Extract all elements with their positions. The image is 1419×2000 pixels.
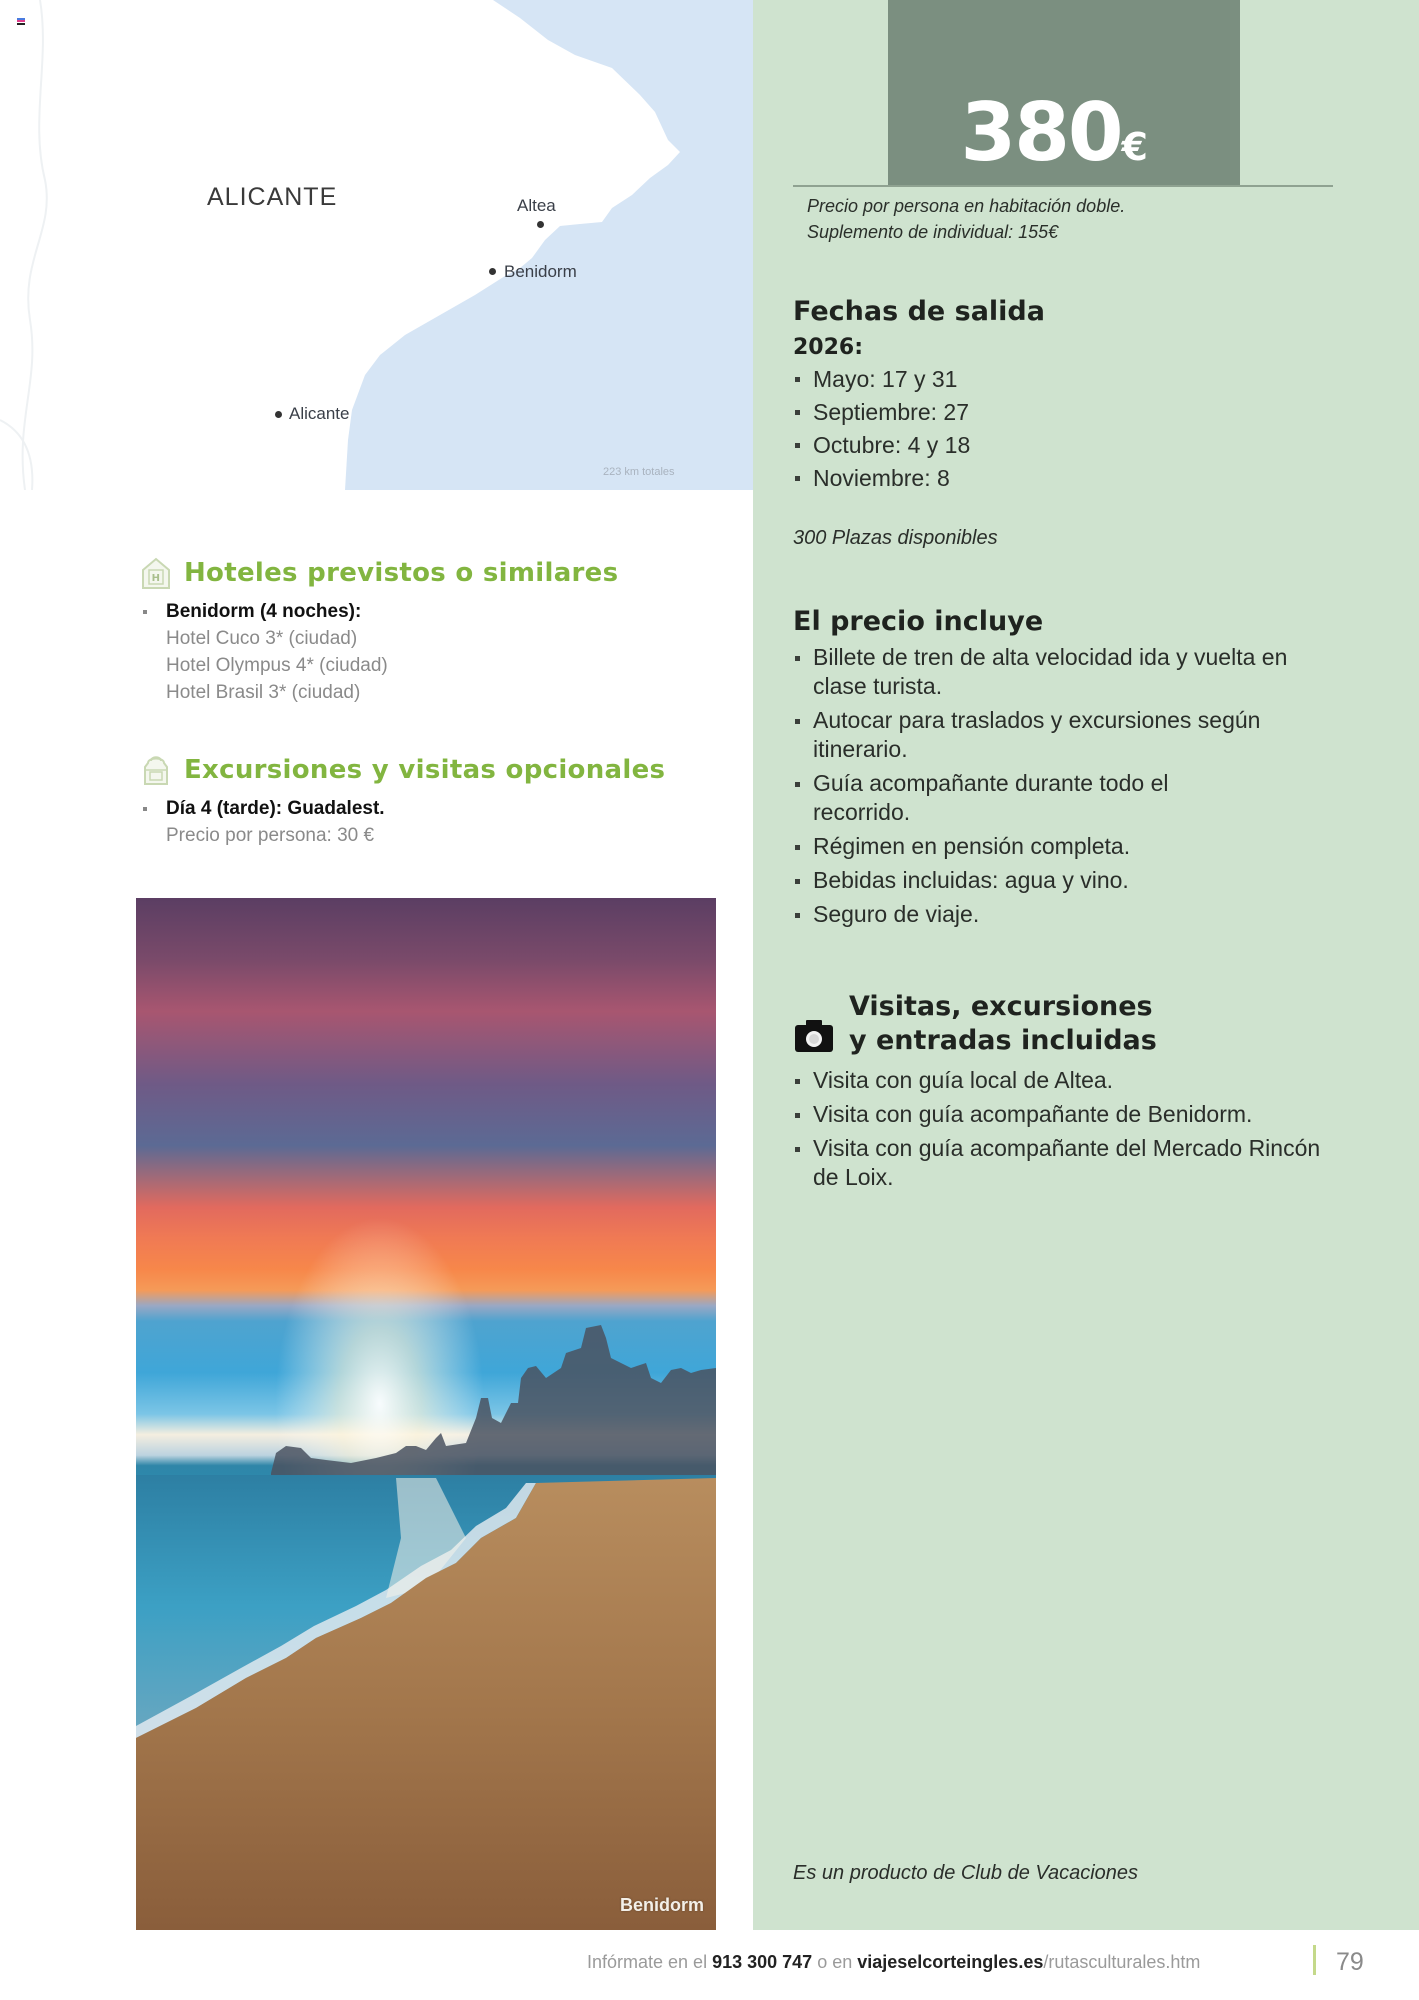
beach-illustration bbox=[136, 898, 716, 1930]
photo-caption: Benidorm bbox=[619, 1895, 704, 1915]
hotels-title: Hoteles previstos o similares bbox=[184, 558, 619, 588]
map-region-label: ALICANTE bbox=[207, 183, 338, 211]
list-item bbox=[140, 598, 740, 706]
list-item: Seguro de viaje. bbox=[793, 900, 1333, 929]
map-city-alicante: Alicante bbox=[289, 404, 350, 423]
hotels-heading bbox=[140, 556, 740, 590]
footer-divider bbox=[1313, 1945, 1316, 1975]
svg-text:H: H bbox=[151, 573, 161, 584]
footer-prefix: Infórmate en el bbox=[587, 1952, 713, 1972]
price-box bbox=[888, 0, 1240, 185]
departures-heading: Fechas de salida bbox=[793, 296, 1045, 327]
footer-info bbox=[587, 1952, 1200, 1973]
backpack-icon bbox=[140, 753, 172, 787]
map-scale-note: 223 km totales bbox=[603, 466, 675, 478]
optional-excursions-list bbox=[140, 795, 760, 849]
seats-available: 300 Plazas disponibles bbox=[793, 527, 998, 549]
camera-icon bbox=[793, 1018, 835, 1054]
list-item: Billete de tren de alta velocidad ida y vuelta en clase turista. bbox=[793, 643, 1313, 701]
page-number: 79 bbox=[1336, 1948, 1364, 1976]
excursion-label: Día 4 (tarde): Guadalest. bbox=[166, 798, 385, 819]
visits-title-line1: Visitas, excursiones bbox=[849, 991, 1153, 1022]
list-item: Guía acompañante durante todo el recorrido. bbox=[793, 769, 1233, 827]
price-value bbox=[961, 86, 1148, 179]
route-map bbox=[0, 0, 753, 490]
departures-section bbox=[793, 296, 1373, 496]
list-item: Mayo: 17 y 31 bbox=[793, 364, 1373, 394]
list-item: Autocar para traslados y excursiones según itinerario. bbox=[793, 706, 1283, 764]
list-item: Bebidas incluidas: agua y vino. bbox=[793, 866, 1333, 895]
visits-list bbox=[793, 1066, 1353, 1192]
hotels-section bbox=[140, 556, 740, 706]
map-city-altea: Altea bbox=[517, 196, 556, 215]
price-note bbox=[807, 193, 1125, 245]
optional-excursions-heading bbox=[140, 753, 760, 787]
price-currency: € bbox=[1121, 125, 1148, 169]
includes-list bbox=[793, 643, 1333, 929]
list-item bbox=[140, 795, 760, 849]
hotel-name: Hotel Cuco 3* (ciudad) bbox=[166, 628, 358, 649]
list-item: Régimen en pensión completa. bbox=[793, 832, 1333, 861]
registration-mark-icon bbox=[17, 18, 25, 26]
visits-title bbox=[849, 990, 1157, 1058]
price-note-double: Precio por persona en habitación doble. bbox=[807, 196, 1126, 216]
hotel-name: Hotel Brasil 3* (ciudad) bbox=[166, 682, 361, 703]
footer-path-link[interactable]: /rutasculturales.htm bbox=[1043, 1952, 1201, 1972]
footer-domain-link[interactable]: viajeselcorteingles.es bbox=[857, 1952, 1044, 1972]
price-amount: 380 bbox=[960, 86, 1122, 179]
visits-title-line2: y entradas incluidas bbox=[849, 1025, 1157, 1056]
optional-excursions-section bbox=[140, 753, 760, 849]
excursion-price: Precio por persona: 30 € bbox=[166, 825, 375, 846]
map-dot-altea-icon bbox=[537, 221, 544, 228]
footer-phone[interactable]: 913 300 747 bbox=[712, 1952, 813, 1972]
optional-excursions-title: Excursiones y visitas opcionales bbox=[184, 755, 666, 785]
list-item: Octubre: 4 y 18 bbox=[793, 430, 1373, 460]
hotel-location: Benidorm (4 noches): bbox=[166, 601, 362, 622]
hotel-icon bbox=[140, 556, 172, 590]
visits-heading bbox=[793, 990, 1353, 1058]
price-note-single-supplement: Suplemento de individual: 155€ bbox=[807, 222, 1059, 242]
hotel-name: Hotel Olympus 4* (ciudad) bbox=[166, 655, 388, 676]
producer-note: Es un producto de Club de Vacaciones bbox=[793, 1862, 1139, 1884]
map-dot-alicante-icon bbox=[275, 411, 282, 418]
benidorm-photo bbox=[136, 898, 716, 1930]
includes-section bbox=[793, 606, 1353, 934]
visits-section bbox=[793, 990, 1353, 1197]
list-item: Visita con guía local de Altea. bbox=[793, 1066, 1353, 1095]
includes-heading: El precio incluye bbox=[793, 606, 1044, 637]
departures-list bbox=[793, 364, 1373, 493]
price-divider bbox=[793, 185, 1333, 187]
departures-year: 2026: bbox=[793, 335, 864, 360]
coastline-map bbox=[0, 0, 753, 490]
list-item: Visita con guía acompañante de Benidorm. bbox=[793, 1100, 1353, 1129]
footer-middle: o en bbox=[812, 1952, 858, 1972]
list-item: Visita con guía acompañante del Mercado Rincón de Loix. bbox=[793, 1134, 1323, 1192]
list-item: Septiembre: 27 bbox=[793, 397, 1373, 427]
info-panel bbox=[753, 0, 1419, 1930]
map-dot-benidorm-icon bbox=[489, 268, 496, 275]
list-item: Noviembre: 8 bbox=[793, 463, 1373, 493]
map-city-benidorm: Benidorm bbox=[504, 262, 577, 281]
hotels-list bbox=[140, 598, 740, 706]
